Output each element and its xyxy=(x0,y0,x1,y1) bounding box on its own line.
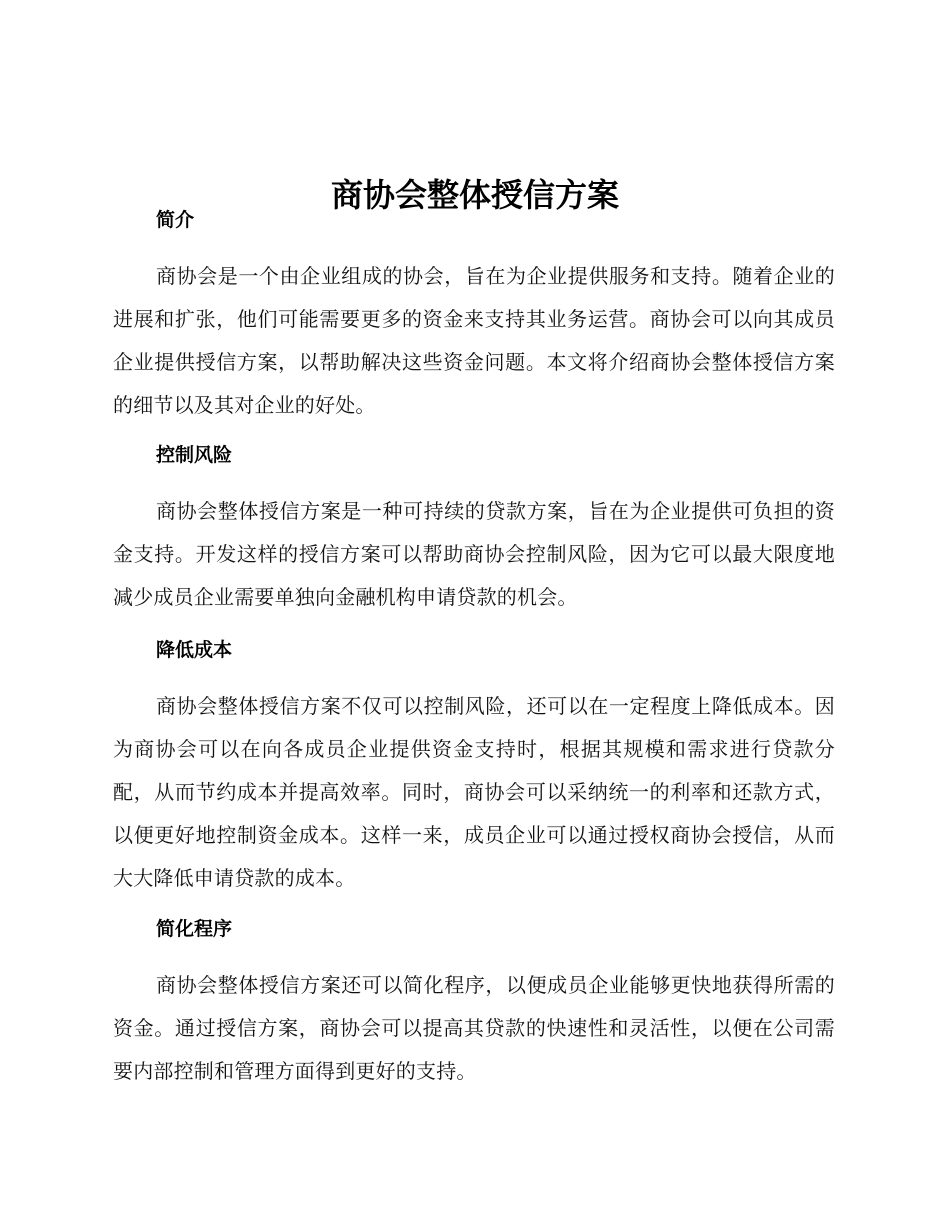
section-cost-reduction xyxy=(113,632,835,900)
section-heading: 降低成本 xyxy=(156,639,233,661)
section-paragraph: 商协会整体授信方案不仅可以控制风险，还可以在一定程度上降低成本。因为商协会可以在向各成员企业提供资金支持时，根据其规模和需求进行贷款分配，从而节约成本并提高效率。同时，商协会可以采纳统一的利率和还款方式，以便更好地控制资金成本。这样一来，成员企业可以通过授权商协会授信，从而大大降低申请贷款的成本。 xyxy=(113,694,835,890)
section-simplified-process xyxy=(113,911,835,1093)
section-risk-control xyxy=(113,437,835,619)
section-heading: 简介 xyxy=(156,209,195,231)
section-paragraph: 商协会整体授信方案是一种可持续的贷款方案，旨在为企业提供可负担的资金支持。开发这样的授信方案可以帮助商协会控制风险，因为它可以最大限度地减少成员企业需要单独向金融机构申请贷款的机会。 xyxy=(113,499,835,609)
document-title: 商协会整体授信方案 xyxy=(330,176,619,215)
section-paragraph: 商协会整体授信方案还可以简化程序，以便成员企业能够更快地获得所需的资金。通过授信方案，商协会可以提高其贷款的快速性和灵活性，以便在公司需要内部控制和管理方面得到更好的支持。 xyxy=(113,973,835,1083)
section-heading: 控制风险 xyxy=(156,444,233,466)
section-paragraph: 商协会是一个由企业组成的协会，旨在为企业提供服务和支持。随着企业的进展和扩张，他们可能需要更多的资金来支持其业务运营。商协会可以向其成员企业提供授信方案，以帮助解决这些资金问题。本文将介绍商协会整体授信方案的细节以及其对企业的好处。 xyxy=(113,264,835,417)
section-heading: 简化程序 xyxy=(156,918,233,940)
section-introduction xyxy=(113,200,835,427)
